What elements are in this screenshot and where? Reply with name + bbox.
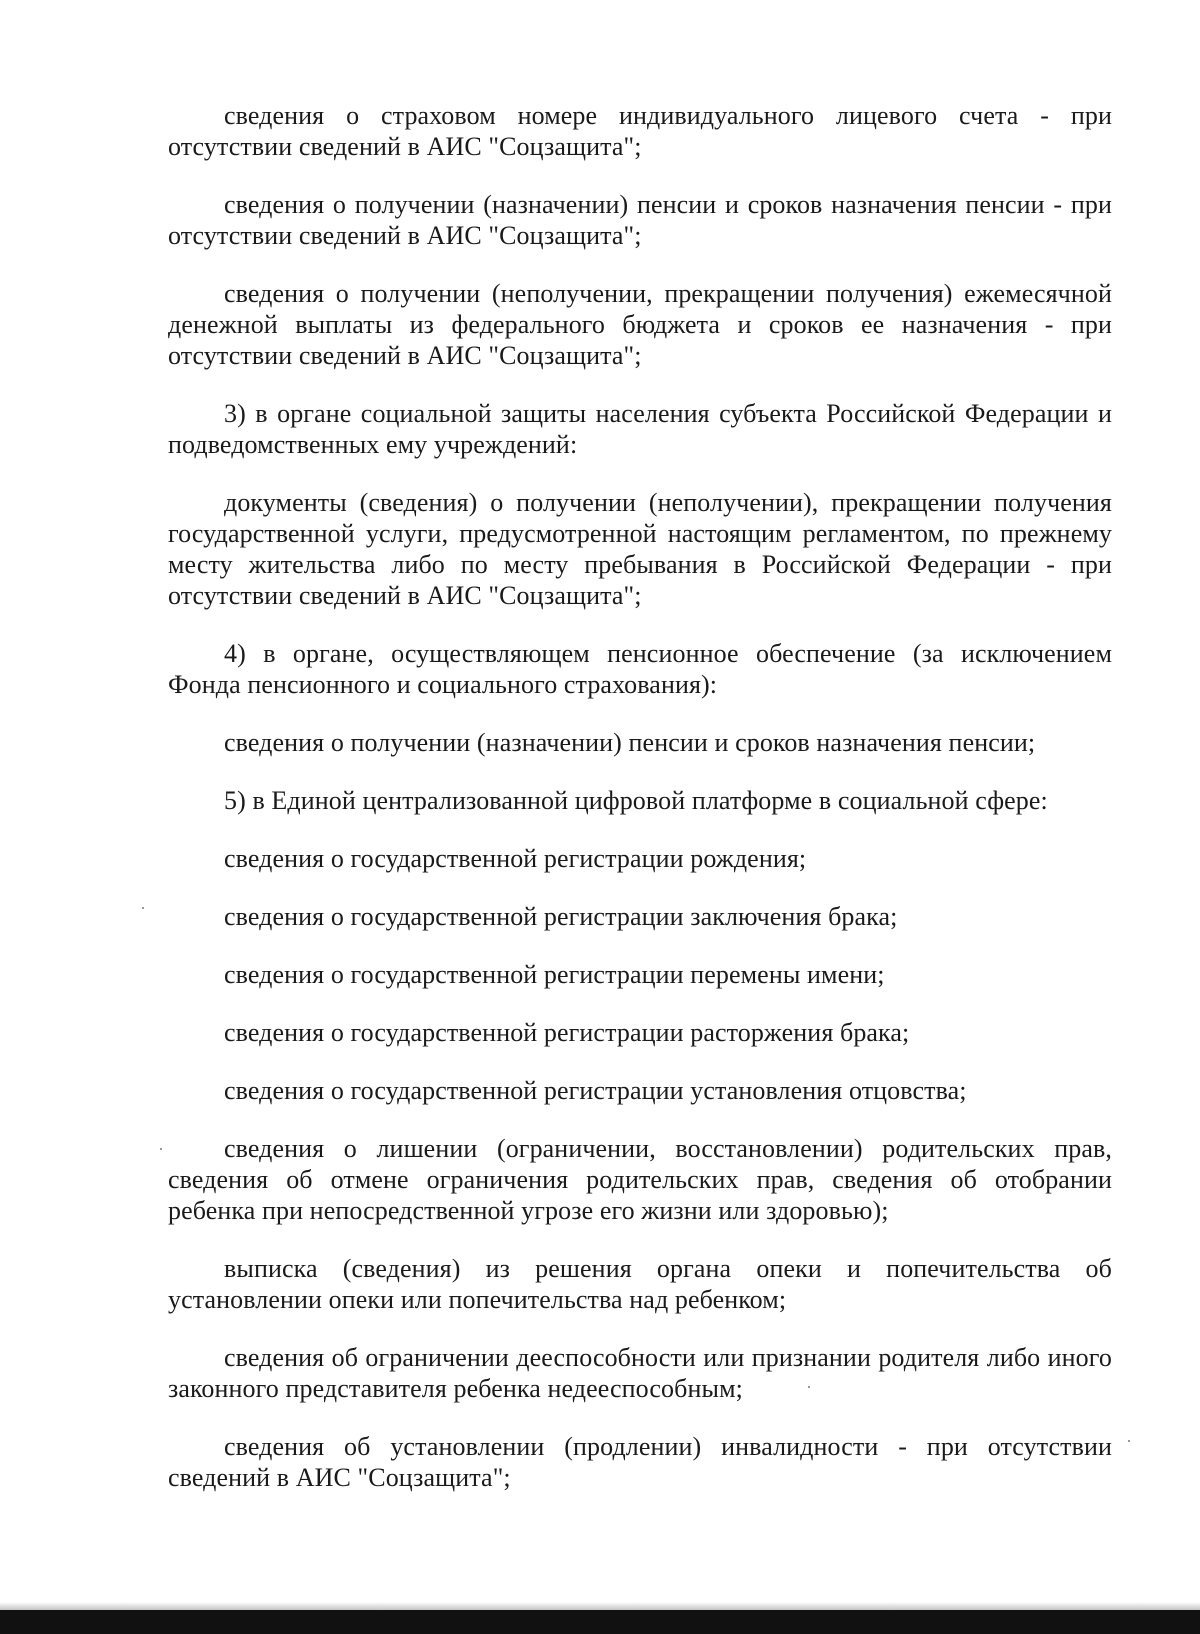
paragraph-paternity-registration: сведения о государственной регистрации установления отцовства; <box>224 1076 967 1105</box>
paragraph-birth-registration: сведения о государственной регистрации рождения; <box>224 844 807 873</box>
paragraph-item-4-heading: 4) в органе, осуществляющем пенсионное обеспечение (за исключением Фонда пенсионного и социального страхования): <box>168 639 1112 699</box>
scan-speck <box>808 1386 810 1388</box>
paragraph-service-documents: документы (сведения) о получении (неполучении), прекращении получения государственной услуги, предусмотренной настоящим регламентом, по прежнему месту жительства либо по месту пребывания в Российской Федерации - при отсутствии сведений в АИС "Соцзащита"; <box>168 488 1112 610</box>
scan-speck <box>142 907 144 909</box>
paragraph-item-5-heading: 5) в Единой централизованной цифровой платформе в социальной сфере: <box>224 786 1048 815</box>
scan-speck <box>1128 1440 1130 1442</box>
paragraph-name-change-registration: сведения о государственной регистрации перемены имени; <box>224 960 885 989</box>
paragraph-disability: сведения об установлении (продлении) инвалидности - при отсутствии сведений в АИС "Соцзащита"; <box>168 1432 1112 1492</box>
paragraph-guardianship-extract: выписка (сведения) из решения органа опеки и попечительства об установлении опеки или попечительства над ребенком; <box>168 1254 1112 1314</box>
scan-edge-fade <box>0 1602 1200 1610</box>
paragraph-pension-terms: сведения о получении (назначении) пенсии и сроков назначения пенсии; <box>224 728 1036 757</box>
paragraph-insurance-number: сведения о страховом номере индивидуального лицевого счета - при отсутствии сведений в АИС "Соцзащита"; <box>168 101 1112 161</box>
paragraph-legal-capacity: сведения об ограничении дееспособности или признании родителя либо иного законного представителя ребенка недееспособным; <box>168 1343 1112 1403</box>
document-page <box>168 100 1112 1520</box>
paragraph-item-3-heading: 3) в органе социальной защиты населения субъекта Российской Федерации и подведомственных ему учреждений: <box>168 399 1112 459</box>
paragraph-parental-rights: сведения о лишении (ограничении, восстановлении) родительских прав, сведения об отмене ограничения родительских прав, сведения об отобрании ребенка при непосредственной угрозе его жизни или здоровью); <box>168 1134 1112 1225</box>
paragraph-pension-info: сведения о получении (назначении) пенсии и сроков назначения пенсии - при отсутствии сведений в АИС "Соцзащита"; <box>168 190 1112 250</box>
paragraph-divorce-registration: сведения о государственной регистрации расторжения брака; <box>224 1018 910 1047</box>
paragraph-marriage-registration: сведения о государственной регистрации заключения брака; <box>224 902 898 931</box>
paragraph-monthly-payment: сведения о получении (неполучении, прекращении получения) ежемесячной денежной выплаты из федерального бюджета и сроков ее назначения - при отсутствии сведений в АИС "Соцзащита"; <box>168 279 1112 370</box>
scan-bottom-edge <box>0 1610 1200 1634</box>
scan-speck <box>160 1148 162 1150</box>
